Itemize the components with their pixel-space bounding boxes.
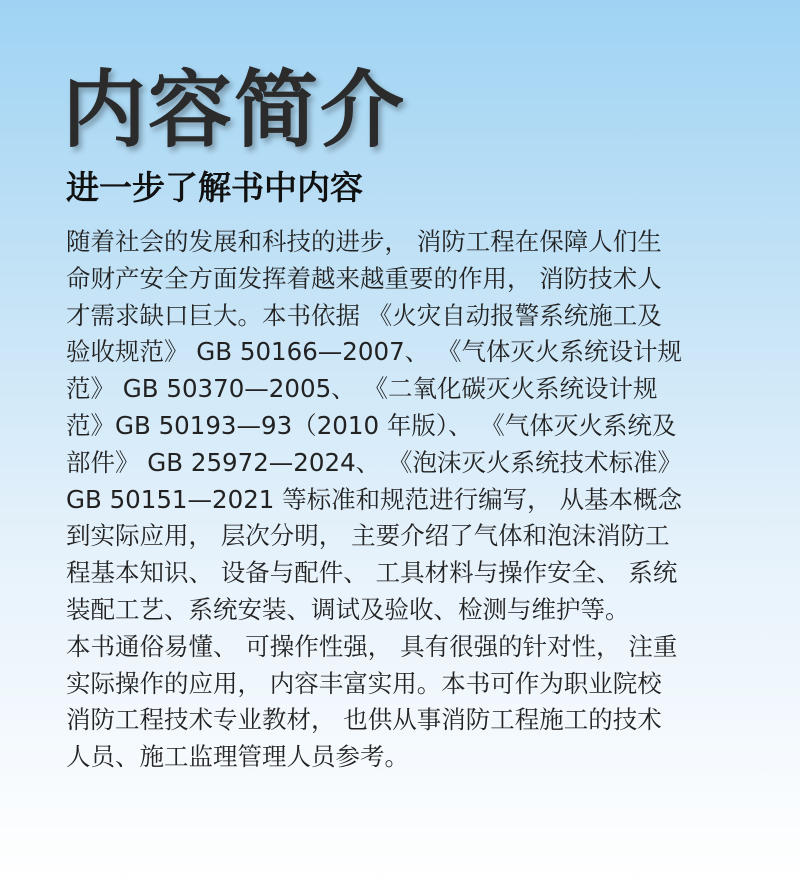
paragraph-1-line: 命财产安全方面发挥着越来越重要的作用， 消防技术人	[66, 263, 662, 293]
paragraph-1-line: 范》GB 50193—93（2010 年版）、 《气体灭火系统及	[66, 410, 677, 440]
paragraph-1-line: 部件》 GB 25972—2024、 《泡沫灭火系统技术标准》	[66, 447, 682, 477]
page-subtitle: 进一步了解书中内容	[66, 168, 363, 207]
paragraph-1-line: 程基本知识、 设备与配件、 工具材料与操作安全、 系统	[66, 558, 678, 588]
paragraph-1-line: 装配工艺、系统安装、调试及验收、检测与维护等。	[66, 594, 630, 624]
page-title: 内容简介	[62, 61, 407, 159]
intro-body	[66, 224, 742, 776]
paragraph-1-line: GB 50151—2021 等标准和规范进行编写， 从基本概念	[66, 484, 682, 514]
paragraph-1-line: 随着社会的发展和科技的进步， 消防工程在保障人们生	[66, 227, 662, 256]
paragraph-1-line: 验收规范》 GB 50166—2007、 《气体灭火系统设计规	[66, 337, 682, 367]
paragraph-2-line: 消防工程技术专业教材， 也供从事消防工程施工的技术	[66, 705, 662, 735]
paragraph-1-line: 范》 GB 50370—2005、 《二氧化碳灭火系统设计规	[66, 374, 658, 404]
paragraph-2-line: 本书通俗易懂、 可操作性强， 具有很强的针对性， 注重	[66, 631, 678, 661]
paragraph-2-line: 实际操作的应用， 内容丰富实用。本书可作为职业院校	[66, 668, 662, 698]
paragraph-2-line: 人员、施工监理管理人员参考。	[66, 742, 409, 772]
paragraph-1-line: 才需求缺口巨大。本书依据 《火灾自动报警系统施工及	[66, 300, 662, 330]
paragraph-1-line: 到实际应用， 层次分明， 主要介绍了气体和泡沫消防工	[66, 521, 670, 551]
